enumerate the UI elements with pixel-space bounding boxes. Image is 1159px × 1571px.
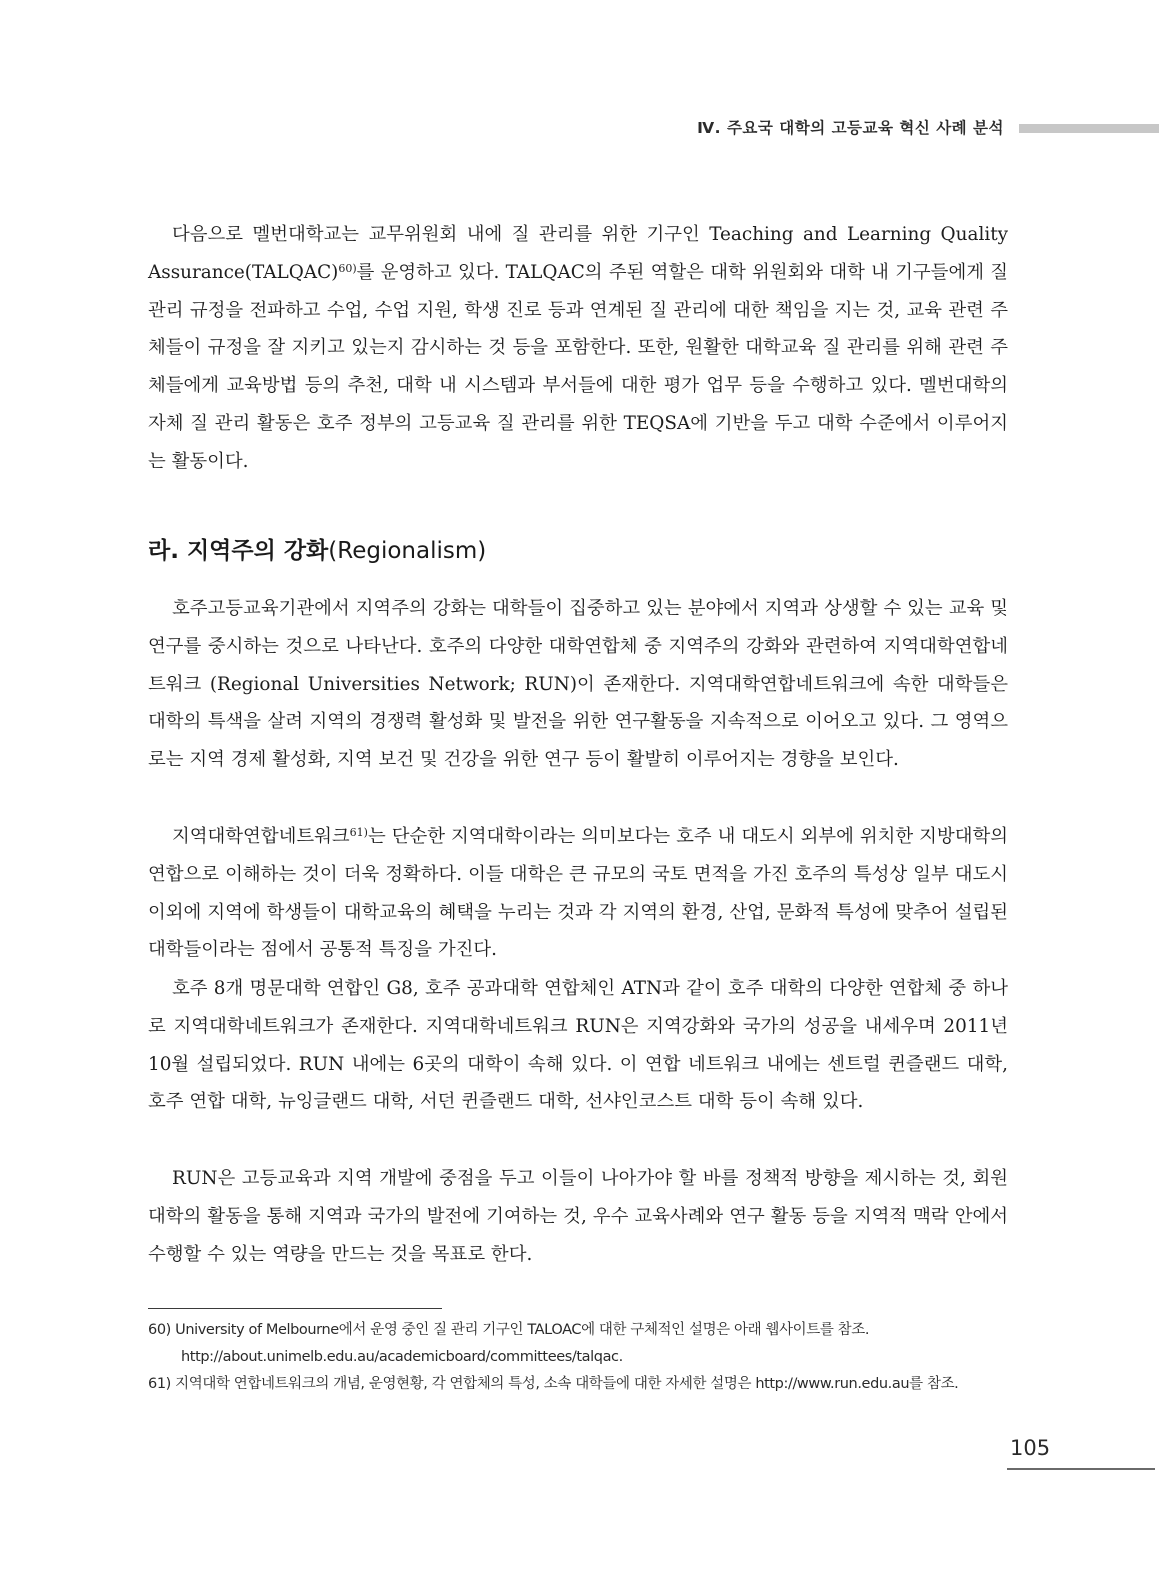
running-header: Ⅳ. 주요국 대학의 고등교육 혁신 사례 분석	[697, 119, 1004, 137]
paragraph-talqac-text-a: 다음으로 멜번대학교는 교무위원회 내에 질 관리를 위한 기구인 Teaching and Learning Quality Assurance(TALQAC)	[148, 224, 1008, 283]
paragraph-talqac-text-b: 를 운영하고 있다. TALQAC의 주된 역할은 대학 위원회와 대학 내 기구들에게 질 관리 규정을 전파하고 수업, 수업 지원, 학생 진로 등과 연계된 질 관리에 대한 책임을 지는 것, 교육 관련 주체들이 규정을 잘 지키고 있는지 감시하는 것 등을 포함한다. 또한, 원활한 대학교육 질 관리를 위해 관련 주체들에게 교육방법 등의 추천, 대학 내 시스템과 부서들에 대한 평가 업무 등을 수행하고 있다. 멜번대학의 자체 질 관리 활동은 호주 정부의 고등교육 질 관리를 위한 TEQSA에 기반을 두고 대학 수준에서 이루어지는 활동이다.	[148, 261, 1008, 472]
section-heading-english: (Regionalism)	[328, 538, 487, 564]
page-number: 105	[1010, 1436, 1051, 1460]
footnote-divider	[148, 1308, 442, 1309]
paragraph-regionalism: 호주고등교육기관에서 지역주의 강화는 대학들이 집중하고 있는 분야에서 지역과 상생할 수 있는 교육 및 연구를 중시하는 것으로 나타난다. 호주의 다양한 대학연합체 중 지역주의 강화와 관련하여 지역대학연합네트워크 (Regional Universities Network; RUN)이 존재한다. 지역대학연합네트워크에 속한 대학들은 대학의 특색을 살려 지역의 경쟁력 활성화 및 발전을 위한 연구활동을 지속적으로 이어오고 있다. 그 영역으로는 지역 경제 활성화, 지역 보건 및 건강을 위한 연구 등이 활발히 이루어지는 경향을 보인다.	[148, 598, 1008, 771]
section-heading	[148, 532, 486, 565]
paragraph-run-goals: RUN은 고등교육과 지역 개발에 중점을 두고 이들이 나아가야 할 바를 정책적 방향을 제시하는 것, 회원 대학의 활동을 통해 지역과 국가의 발전에 기여하는 것, 우수 교육사례와 연구 활동 등을 지역적 맥락 안에서 수행할 수 있는 역량을 만드는 것을 목표로 한다.	[148, 1168, 1008, 1265]
header-decorative-bar	[1019, 124, 1159, 133]
paragraph-run-definition-text-a: 지역대학연합네트워크	[172, 826, 350, 847]
section-heading-label: 라. 지역주의 강화	[148, 538, 329, 564]
paragraph-run-members: 호주 8개 명문대학 연합인 G8, 호주 공과대학 연합체인 ATN과 같이 호주 대학의 다양한 연합체 중 하나로 지역대학네트워크가 존재한다. 지역대학네트워크 RUN은 지역강화와 국가의 성공을 내세우며 2011년 10월 설립되었다. RUN 내에는 6곳의 대학이 속해 있다. 이 연합 네트워크 내에는 센트럴 퀸즐랜드 대학, 호주 연합 대학, 뉴잉글랜드 대학, 서던 퀸즐랜드 대학, 선샤인코스트 대학 등이 속해 있다.	[148, 978, 1009, 1113]
footnote-ref-61[interactable]: 61)	[349, 826, 368, 839]
footnote-61: 61) 지역대학 연합네트워크의 개념, 운영현황, 각 연합체의 특성, 소속 대학들에 대한 자세한 설명은 http://www.run.edu.au를 참조.	[148, 1376, 959, 1392]
paragraph-talqac	[148, 216, 1008, 481]
footnotes	[148, 1317, 1028, 1398]
paragraph-run-definition-text-b: 는 단순한 지역대학이라는 의미보다는 호주 내 대도시 외부에 위치한 지방대학의 연합으로 이해하는 것이 더욱 정확하다. 이들 대학은 큰 규모의 국토 면적을 가진 호주의 특성상 일부 대도시 이외에 지역에 학생들이 대학교육의 혜택을 누리는 것과 각 지역의 환경, 산업, 문화적 특성에 맞추어 설립된 대학들이라는 점에서 공통적 특징을 가진다.	[148, 826, 1008, 961]
footnote-60-url[interactable]: http://about.unimelb.edu.au/academicboard/committees/talqac.	[181, 1349, 623, 1365]
page-number-rule	[1007, 1468, 1155, 1470]
paragraph-run-definition	[148, 818, 1008, 969]
footnote-ref-60[interactable]: 60)	[338, 261, 357, 275]
footnote-60: 60) University of Melbourne에서 운영 중인 질 관리 기구인 TALOAC에 대한 구체적인 설명은 아래 웹사이트를 참조.	[148, 1322, 870, 1338]
